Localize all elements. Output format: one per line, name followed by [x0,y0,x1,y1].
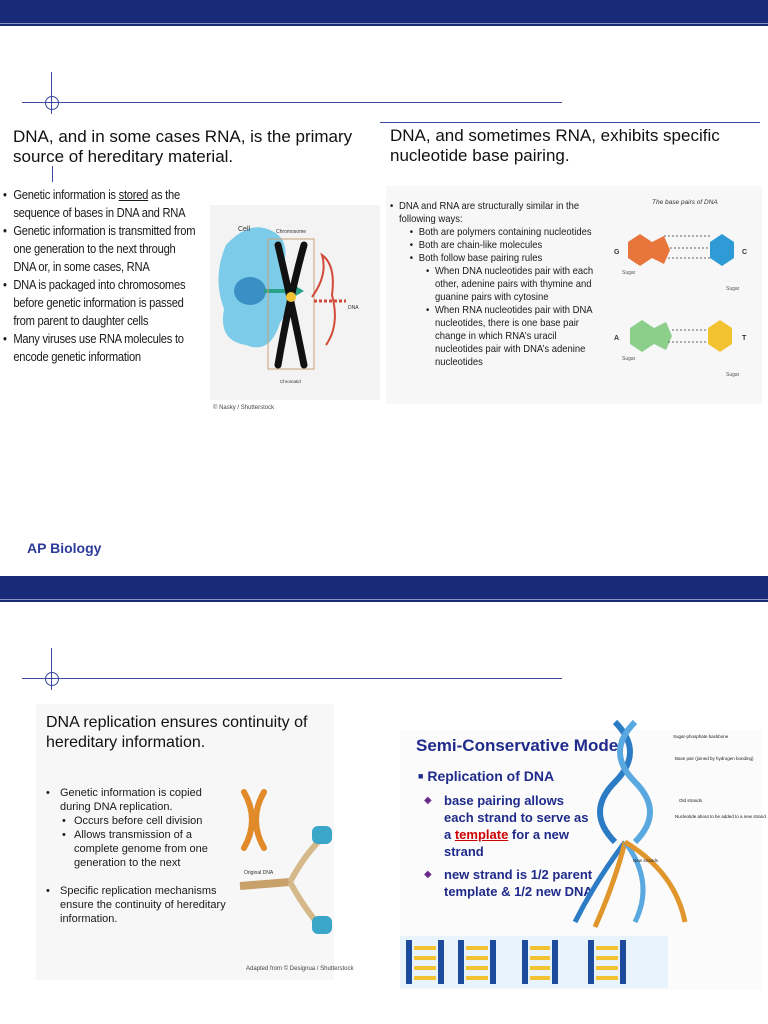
model-title: Semi-Conservative Model [416,736,623,755]
list-item: ◆ base pairing allows each strand to serve as a template for a new strand [424,793,589,859]
replication-title: ■ Replication of DNA [418,768,555,784]
svg-text:Sugar: Sugar [726,286,740,292]
list-item: ◆ new strand is 1/2 parent template & 1/2 new DNA [424,867,593,899]
label-backbone: Sugar-phosphate backbone [673,734,729,739]
title-bar [0,0,768,26]
svg-text:Sugar: Sugar [726,372,740,378]
label-c: C [742,249,748,256]
label-base-pair: Base pair (joined by hydrogen bonding) [675,756,754,761]
crosshair-icon [45,672,59,686]
guide-line [22,102,562,103]
replication-points [424,792,594,900]
label-g: G [614,249,620,256]
list-item: • Occurs before cell division [62,815,203,827]
label-chromatid: Chromatid [280,379,301,384]
ladder-diagram [402,938,666,986]
label-original-dna: Original DNA [244,870,274,876]
replication-fork-illustration [230,786,334,966]
slide2-left-heading: DNA replication ensures continuity of hereditary information. [46,714,308,751]
list-item: • Many viruses use RNA molecules to encode genetic information [3,330,197,366]
label-a: A [614,335,620,342]
slide1-left-heading: DNA, and in some cases RNA, is the primary source of hereditary material. [13,127,353,166]
footer-label: AP Biology [27,540,102,556]
svg-text:Sugar: Sugar [622,270,636,276]
list-item: • Specific replication mechanisms ensure the continuity of hereditary information. [46,885,226,925]
title-bar [0,576,768,602]
label-new-strands: New strands [633,858,659,863]
crosshair-icon [45,96,59,110]
label-nucleotide: Nucleotide about to be added to a new strand [675,814,766,819]
label-dna: DNA [348,305,359,311]
list-item: • Both are chain-like molecules [409,239,543,251]
list-item: • When RNA nucleotides pair with DNA nucleotides, there is one base pair change in which RNA’s uracil nucleotides pair with DNA’s adenine nucleotides [426,304,593,368]
list-item: • Both are polymers containing nucleotides [409,226,592,238]
label-old-strands: Old strands [679,798,703,803]
list-item: • When DNA nucleotides pair with each other, adenine pairs with thymine and guanine pairs with cytosine [426,265,594,303]
label-cell: Cell [238,226,251,233]
list-item: • DNA is packaged into chromosomes before genetic information is passed from parent to daughter cells [3,276,197,330]
list-item: • Both follow base pairing rules [409,252,543,264]
base-pairs-title: The base pairs of DNA [652,199,718,206]
base-pairs-diagram [610,192,760,404]
list-item: • Genetic information is transmitted from one generation to the next through DNA or, in some cases, RNA [3,222,197,276]
list-item: • Genetic information is copied during DNA replication. [46,787,202,813]
similarity-list: • DNA and RNA are structurally similar in the following ways: • Both are polymers containing nucleotides • Both are chain-like molecules • Both follow base pairing rules • When DNA nucleotides pair with each other, adenine pairs with thymine and guanine pairs with cytosine • When RNA nucleotides pair with DNA nucleotides, there is one base pair change in which RNA’s uracil nucleotides pair with DNA’s adenine nucleotides [390,200,599,369]
slide-2 [0,576,768,1024]
replication-bullets [44,786,229,926]
slide1-left-bullets [3,186,197,366]
label-t: T [742,335,747,342]
label-chromosome: Chromosome [276,229,307,235]
cell-chromosome-illustration [210,205,380,400]
image-credit: Adapted from © Designua / Shutterstock [246,966,354,972]
list-item: • Allows transmission of a complete genome from one generation to the next [62,829,208,869]
dna-helix-illustration [575,722,765,937]
image-credit: © Nasky / Shutterstock [213,405,275,411]
list-item: • Genetic information is stored as the sequence of bases in DNA and RNA [3,186,197,222]
slide1-right-heading: DNA, and sometimes RNA, exhibits specific nucleotide base pairing. [390,126,720,165]
svg-text:Sugar: Sugar [622,356,636,362]
